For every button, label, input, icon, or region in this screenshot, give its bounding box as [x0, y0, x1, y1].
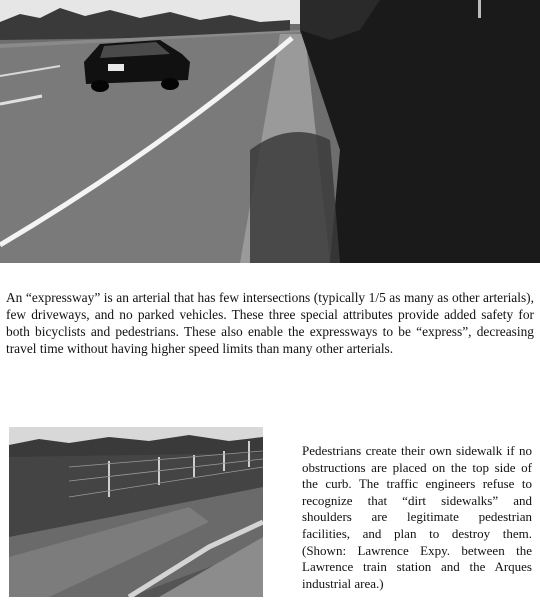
- expressway-description: An “expressway” is an arterial that has few intersections (typically 1/5 as many as other arterials), few driveways, and no parked vehicles. These three special attributes provide added safety for both bicyclists and pedestrians. These also enable the expressways to be “express”, decreasing travel time without having higher speed limits than many other arterials.: [6, 290, 534, 356]
- expressway-road-illustration: [0, 0, 540, 263]
- dirt-sidewalk-photo: [9, 427, 263, 597]
- dirt-sidewalk-illustration: [9, 427, 263, 597]
- expressway-road-photo: [0, 0, 540, 263]
- dirt-sidewalk-description: Pedestrians create their own sidewalk if no obstructions are placed on the top side of the curb. The traffic engineers refuse to recognize that “dirt sidewalks” and shoulders are legitimate pedestrian facilities, and plan to destroy them. (Shown: Lawrence Expy. between the Lawrence train station and the Arques industrial area.): [302, 443, 532, 591]
